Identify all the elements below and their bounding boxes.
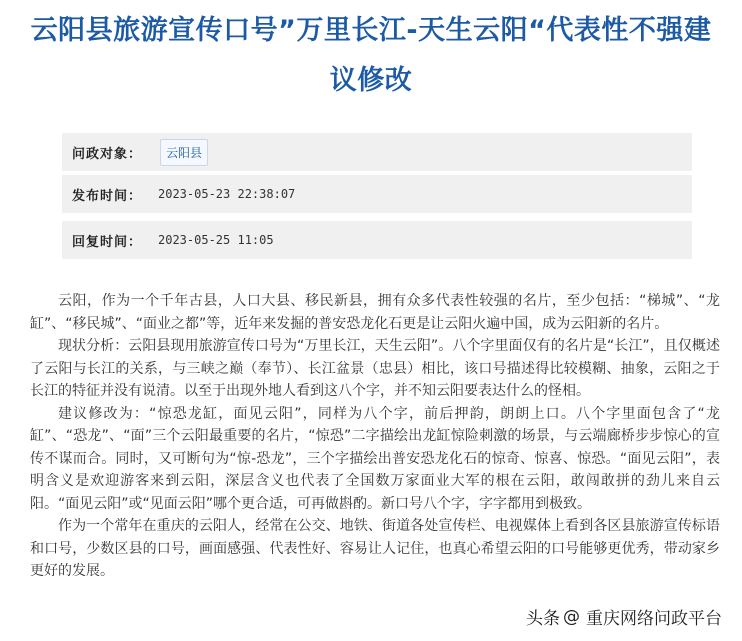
meta-label-publish: 发布时间：	[72, 188, 143, 204]
meta-label-target: 问政对象：	[72, 146, 143, 162]
watermark	[526, 604, 722, 629]
meta-row-reply	[62, 221, 692, 259]
page-title: 云阳县旅游宣传口号”万里长江-天生云阳“代表性不强建议修改	[30, 15, 712, 96]
meta-row-publish	[62, 175, 692, 213]
article-body	[30, 290, 720, 583]
watermark-platform: 头条	[526, 609, 560, 629]
target-tag-link[interactable]: 云阳县	[160, 139, 208, 166]
meta-label-reply: 回复时间：	[72, 234, 143, 250]
paragraph-suggestion: 建议修改为：“惊恐龙缸，面见云阳”，同样为八个字，前后押韵，朗朗上口。八个字里面包含了“龙缸”、“恐龙”、“面”三个云阳最重要的名片，“惊恐”二字描绘出龙缸惊险刺激的场景，与云端廊桥步步惊心的宣传不谋而合。同时，又可断句为“惊-恐龙”，三个字描绘出普安恐龙化石的惊奇、惊喜、惊恐。“面见云阳”，表明含义是欢迎游客来到云阳，深层含义也代表了全国数万家面业大军的根在云阳，敢闯敢拼的劲儿来自云阳。“面见云阳”或“见面云阳”哪个更合适，可再做斟酌。新口号八个字，字字都用到极致。	[30, 405, 720, 512]
publish-time: 2023-05-23 22:38:07	[158, 187, 296, 201]
reply-time: 2023-05-25 11:05	[158, 233, 274, 247]
watermark-account: 重庆网络问政平台	[586, 609, 722, 629]
paragraph-analysis: 现状分析：云阳县现用旅游宣传口号为“万里长江，天生云阳”。八个字里面仅有的名片是“长江”，且仅概述了云阳与长江的关系，与三峡之巅（奉节）、长江盆景（忠县）相比，该口号描述得比较模糊、抽象，云阳之于长江的特征并没有说清。以至于出现外地人看到这八个字，并不知云阳要表达什么的怪相。	[30, 338, 720, 399]
watermark-at: @	[563, 606, 580, 627]
meta-row-target	[62, 133, 692, 171]
paragraph-closing: 作为一个常年在重庆的云阳人，经常在公交、地铁、街道各处宣传栏、电视媒体上看到各区县旅游宣传标语和口号，少数区县的口号，画面感强、代表性好、容易让人记住，也真心希望云阳的口号能够更优秀，带动家乡更好的发展。	[30, 518, 720, 579]
paragraph-intro: 云阳，作为一个千年古县，人口大县、移民新县，拥有众多代表性较强的名片，至少包括：“梯城”、“龙缸”、“移民城”、“面业之都”等，近年来发掘的普安恐龙化石更是让云阳火遍中国，成为云阳新的名片。	[30, 293, 720, 332]
